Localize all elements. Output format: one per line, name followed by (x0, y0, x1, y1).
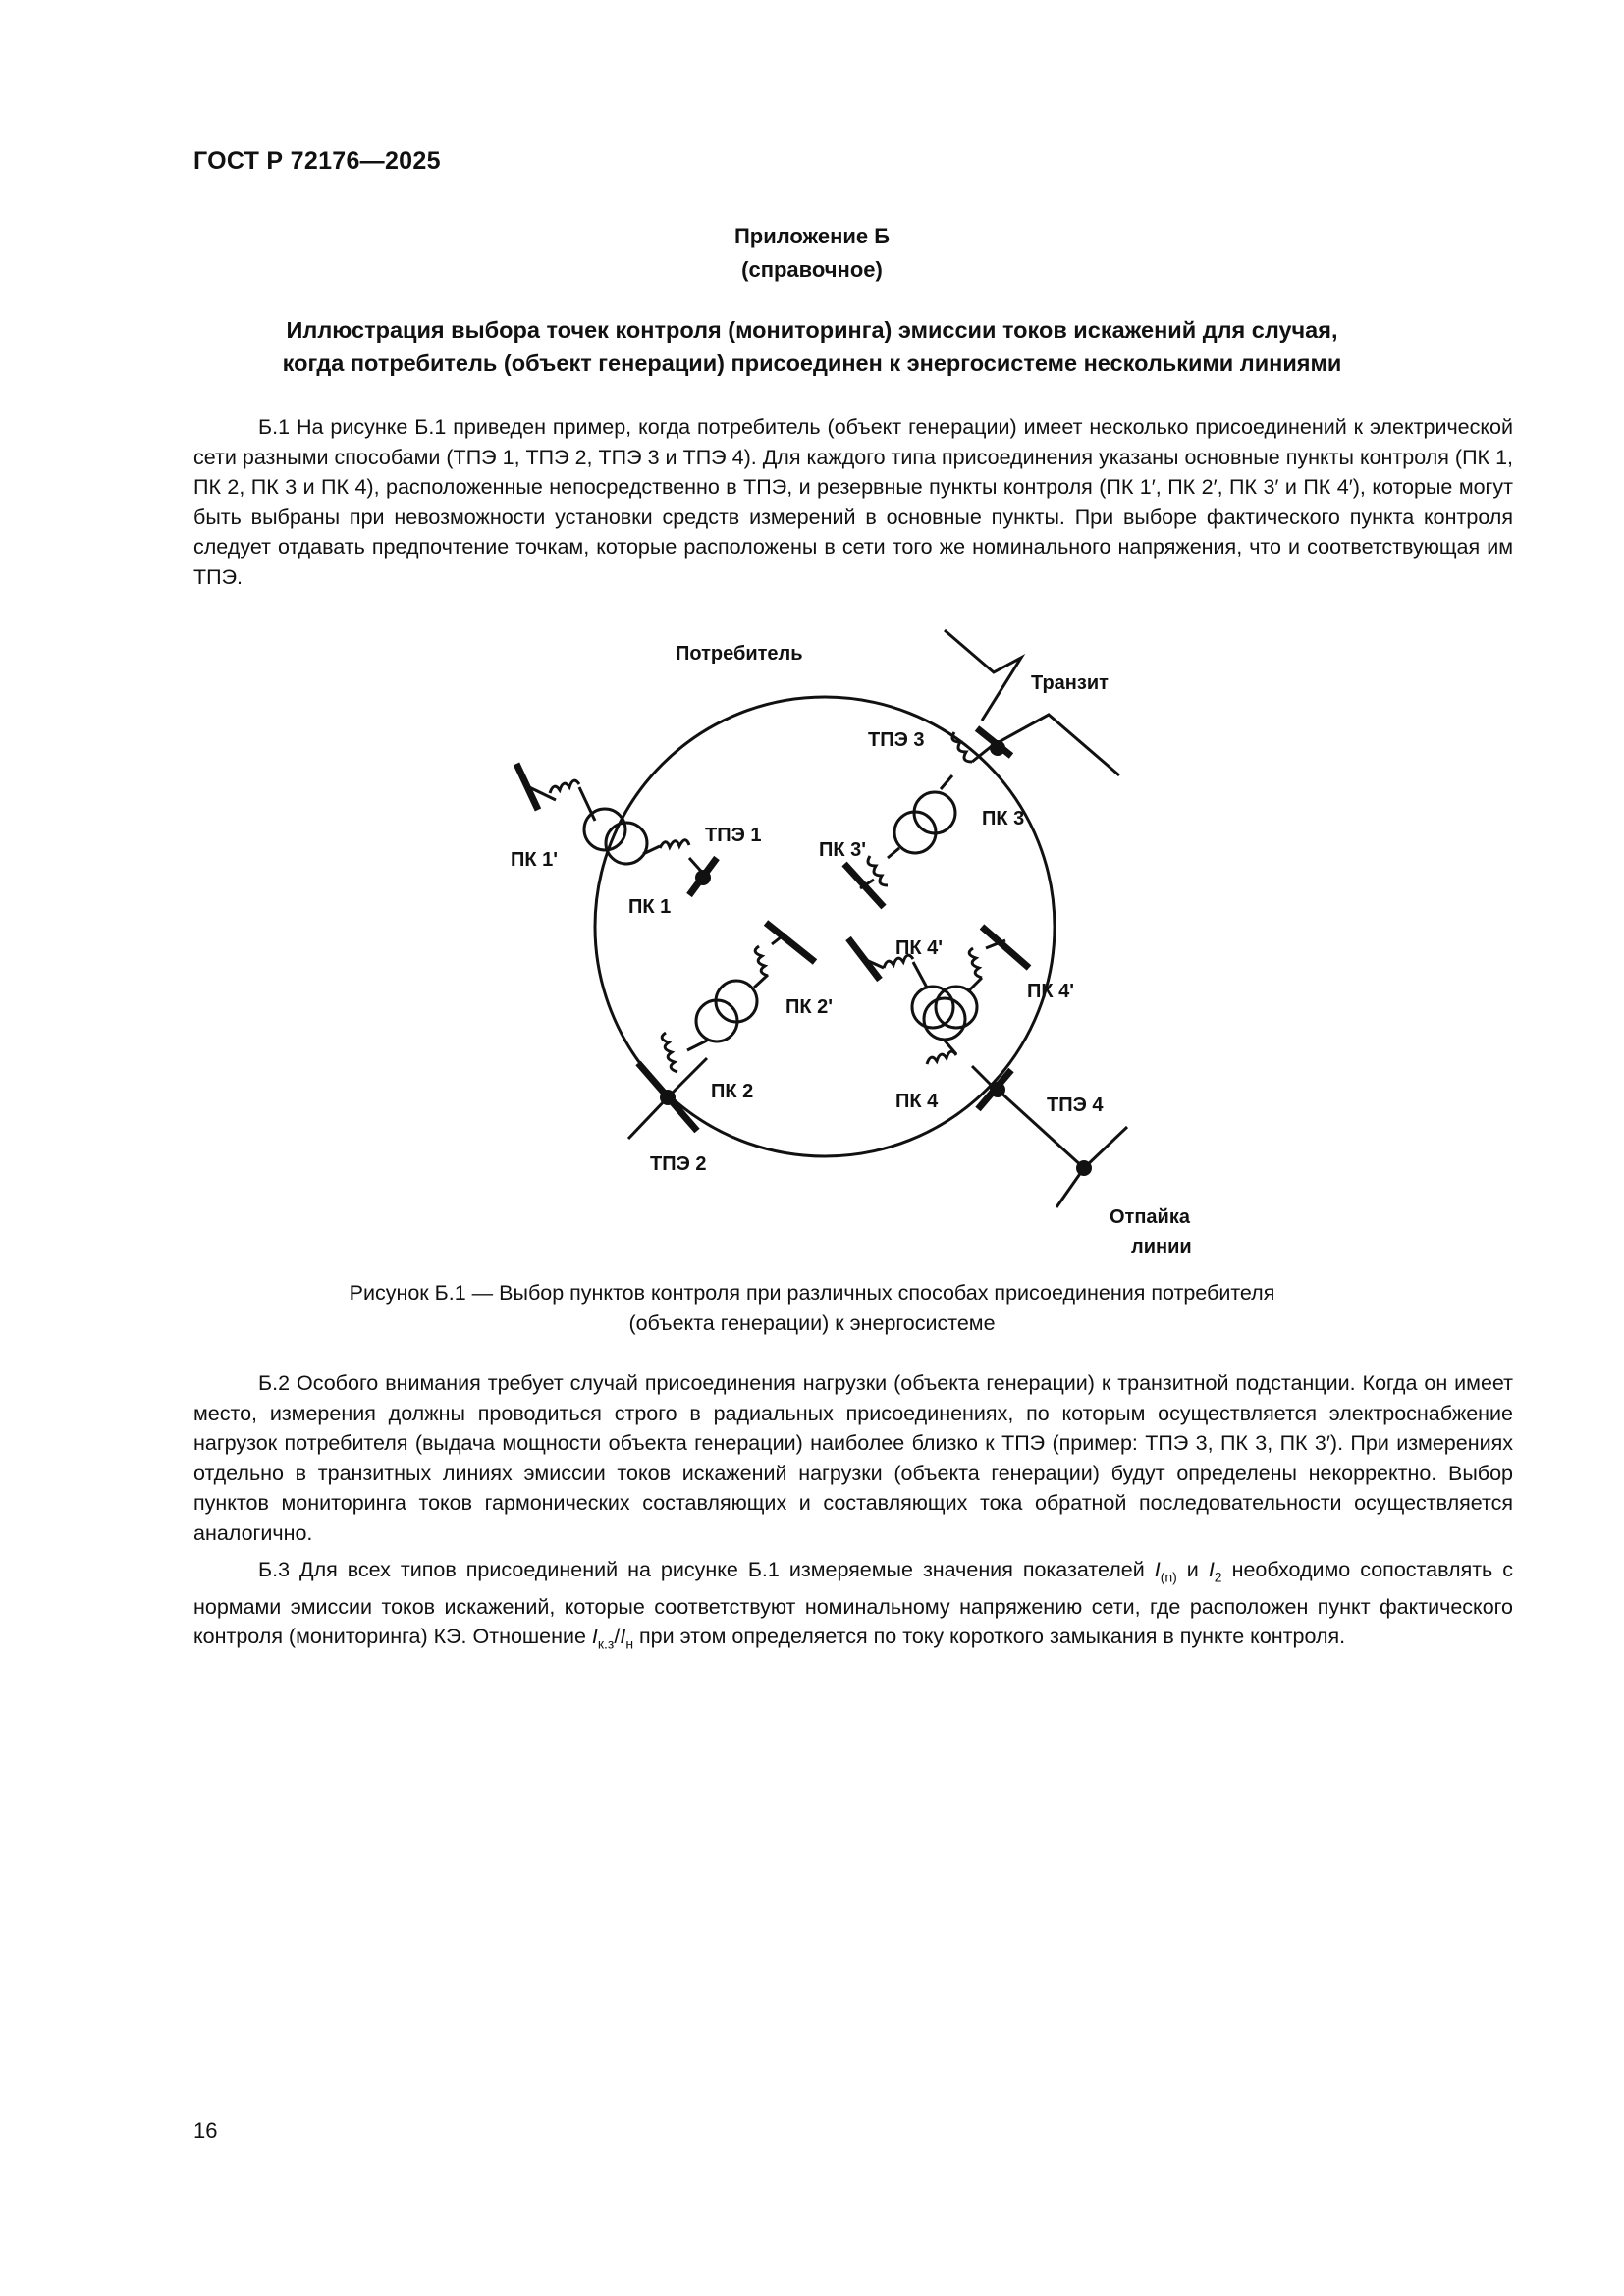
label-pk4: ПК 4 (895, 1091, 939, 1112)
tpe4-node (990, 1082, 1005, 1097)
branch-tpe2 (628, 923, 815, 1139)
branch-line-node (1076, 1160, 1092, 1176)
page-number: 16 (193, 2118, 218, 2143)
appendix-title-line-1: Иллюстрация выбора точек контроля (мониторинга) эмиссии токов искажений для случая, (286, 317, 1338, 343)
b3-text-3: необходимо сопоставлять с нормами эмиссии токов искажений, которые соответствуют номинальному напряжению сети, где расположен пункт фактического контроля (мониторинга) КЭ. Отношение (193, 1558, 1513, 1649)
tpe1-node (695, 870, 711, 885)
appendix-kind: (справочное) (741, 257, 883, 282)
label-pk4r-right: ПК 4' (1027, 981, 1075, 1002)
document-code: ГОСТ Р 72176—2025 (193, 147, 441, 175)
tpe2-node (660, 1090, 676, 1105)
appendix-label: Приложение Б (733, 224, 891, 248)
label-tpe2: ТПЭ 2 (650, 1153, 707, 1175)
symbol-current-2: I (1208, 1558, 1215, 1581)
label-pk1: ПК 1 (628, 896, 672, 918)
subscript-nominal: н (625, 1635, 634, 1652)
label-tpe1: ТПЭ 1 (705, 825, 762, 846)
paragraph-b1: Б.1 На рисунке Б.1 приведен пример, когда потребитель (объект генерации) имеет несколько присоединений к электрической сети разными способами (ТПЭ 1, ТПЭ 2, ТПЭ 3 и ТПЭ 4). Для каждого типа присоединения указаны основные пункты контроля (ПК 1, ПК 2, ПК 3 и ПК 4), расположенные непосредственно в ТПЭ, и резервные пункты контроля (ПК 1′, ПК 2′, ПК 3′ и ПК 4′), которые могут быть выбраны при невозможности установки средств измерений в основные пункты. При выборе фактического пункта контроля следует отдавать предпочтение точкам, которые расположены в сети того же номинального напряжения, что и соответствующая им ТПЭ. (193, 415, 1513, 589)
label-pk2: ПК 2 (711, 1081, 754, 1102)
ratio-slash: / (614, 1625, 621, 1649)
symbol-current-nominal: I (620, 1625, 626, 1649)
subscript-n: (n) (1160, 1569, 1177, 1585)
label-pk2r: ПК 2' (785, 996, 834, 1018)
label-tpe3: ТПЭ 3 (868, 729, 925, 751)
label-pk4r-upper: ПК 4' (895, 937, 944, 959)
symbol-current-kz: I (591, 1625, 598, 1649)
label-branch-line-1: Отпайка (1110, 1206, 1190, 1228)
label-transit: Транзит (1031, 672, 1109, 694)
b3-text-4: при этом определяется по току короткого замыкания в пункте контроля. (633, 1625, 1346, 1649)
label-consumer: Потребитель (676, 643, 803, 665)
subscript-kz: к.з (597, 1635, 615, 1652)
tpe3-node (990, 740, 1005, 756)
label-branch-line-2: линии (1131, 1236, 1192, 1257)
paragraph-b3 (193, 1555, 1513, 1659)
label-pk3: ПК 3 (982, 808, 1025, 829)
paragraph-b2: Б.2 Особого внимания требует случай присоединения нагрузки (объекта генерации) к транзитной подстанции. Когда он имеет место, измерения должны проводиться строго в радиальных присоединениях, по которым осуществляется электроснабжение нагрузок потребителя (выдача мощности объекта генерации) наиболее близко к ТПЭ (пример: ТПЭ 3, ПК 3, ПК 3′). При измерениях отдельно в транзитных линиях эмиссии токов искажений нагрузки (объекта генерации) будут определены некорректно. Выбор пунктов мониторинга токов гармонических составляющих и составляющих тока обратной последовательности осуществляется аналогично. (193, 1371, 1513, 1545)
b3-text-1: Б.3 Для всех типов присоединений на рисунке Б.1 измеряемые значения показателей (258, 1558, 1155, 1581)
subscript-2: 2 (1214, 1569, 1222, 1585)
appendix-title-line-2: когда потребитель (объект генерации) присоединен к энергосистеме несколькими линиями (282, 350, 1342, 376)
figure-caption-line-1: Рисунок Б.1 — Выбор пунктов контроля при различных способах присоединения потребителя (349, 1281, 1275, 1305)
label-pk3r: ПК 3' (819, 839, 867, 861)
symbol-current-n: I (1154, 1558, 1161, 1581)
label-tpe4: ТПЭ 4 (1047, 1095, 1104, 1116)
label-pk1r: ПК 1' (511, 849, 559, 871)
figure-caption-line-2: (объекта генерации) к энергосистеме (628, 1311, 996, 1335)
b3-text-2: и (1176, 1558, 1209, 1581)
